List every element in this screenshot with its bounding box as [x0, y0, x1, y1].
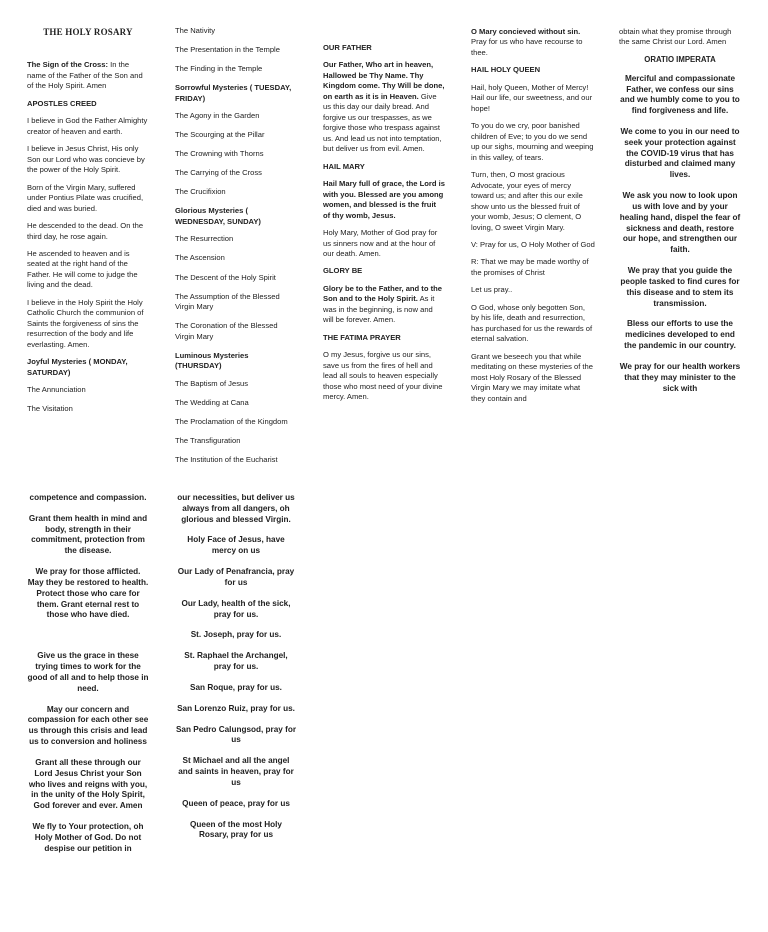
- mystery-item: The Presentation in the Temple: [175, 45, 280, 55]
- glorious-mysteries-heading: Glorious Mysteries ( WEDNESDAY, SUNDAY): [175, 206, 261, 226]
- oratio-paragraph: We pray for those afflicted. May they be restored to health. Protect those who care for them. Grant eternal rest to those who have died.: [27, 567, 149, 620]
- our-father-text: [323, 60, 445, 154]
- glory-be-heading: GLORY BE: [323, 266, 363, 276]
- invocation: Our Lady of Penafrancia, pray for us: [177, 567, 295, 587]
- invocation: Our Lady, health of the sick, pray for us.: [181, 598, 291, 619]
- mystery-item: The Baptism of Jesus: [175, 378, 249, 388]
- o-god-paragraph: O God, whose only begotten Son, by his life, death and resurrection, has purchased for us the rewards of eternal salvation.: [471, 302, 593, 344]
- our-father-heading: OUR FATHER: [323, 43, 372, 52]
- sign-of-cross-text: In the name of the Father of the Son and of the Holy Spirit. Amen: [27, 60, 143, 91]
- invocation: Queen of the most Holy Rosary, pray for us: [190, 819, 282, 840]
- oratio-paragraph: May our concern and compassion for each other see us through this crisis and lead us to conversion and holiness: [27, 704, 149, 747]
- oratio-paragraph: Give us the grace in these trying times to work for the good of all and to help those in need.: [27, 651, 149, 693]
- grant-paragraph: Grant we beseech you that while meditating on these mysteries of the most Holy Rosary of the Blessed Virgin Mary we may imitate what they contain and: [471, 351, 593, 403]
- glory-be-rest: As it was in the beginning, is now and will be forever. Amen.: [323, 294, 435, 325]
- our-father-rest: Give us this day our daily bread. And forgive us our trespasses, as we forgive those who trespass against us. And lead us not into temptation, but deliver us from evil. Amen.: [323, 91, 442, 154]
- oratio-paragraph: We pray that you guide the people tasked to find cures for this disease and to stem its transmission.: [620, 266, 740, 308]
- hail-mary-heading: HAIL MARY: [323, 161, 365, 171]
- oratio-imperata-heading: ORATIO IMPERATA: [644, 54, 716, 64]
- column-5: [619, 27, 741, 404]
- oratio-paragraph: Grant them health in mind and body, strength in their commitment, protection from the disease.: [28, 513, 148, 556]
- creed-paragraph: I believe in the Holy Spirit the Holy Catholic Church the communion of Saints the forgiveness of sins the resurrection of the body and life everlasting. Amen.: [27, 297, 144, 349]
- column-3: [323, 43, 445, 410]
- oratio-paragraph: Grant all these through our Lord Jesus Christ your Son who lives and reigns with you, in the unity of the Holy Spirit, God forever and ever. Amen: [28, 757, 148, 811]
- invocation: Holy Face of Jesus, have mercy on us: [187, 535, 285, 556]
- invocation: our necessities, but deliver us always from all dangers, oh glorious and blessed Virgin.: [177, 493, 295, 524]
- hail-mary-rest: Holy Mary, Mother of God pray for us sinners now and at the hour of our death. Amen.: [323, 228, 438, 258]
- mystery-item: The Institution of the Eucharist: [175, 454, 278, 464]
- queen-paragraph: Hail, holy Queen, Mother of Mercy! Hail our life, our sweetness, and our hope!: [471, 82, 593, 113]
- sign-of-cross: [27, 60, 149, 91]
- o-mary-bold: O Mary concieved without sin.: [471, 27, 581, 36]
- oratio-paragraph: Merciful and compassionate Father, we confess our sins and we humbly come to you to find forgiveness and life.: [620, 73, 740, 116]
- invocation: St. Raphael the Archangel, pray for us.: [184, 651, 288, 672]
- creed-paragraph: He ascended to heaven and is seated at the right hand of the Father. He will come to judge the living and the dead.: [27, 248, 138, 290]
- oratio-paragraph: Bless our efforts to use the medicines developed to end the pandemic in our country.: [624, 319, 736, 351]
- mystery-item: The Nativity: [175, 26, 216, 35]
- creed-paragraph: I believe in God the Father Almighty creator of heaven and earth.: [27, 116, 148, 136]
- mystery-item: The Crucifixion: [175, 187, 226, 197]
- column-7: [175, 493, 297, 851]
- hail-mary-bold: Hail Mary full of grace, the Lord is with you. Blessed are you among women, and blessed is the fruit of thy womb, Jesus.: [323, 179, 445, 220]
- invocation: St. Joseph, pray for us.: [190, 630, 282, 640]
- mystery-item: The Carrying of the Cross: [175, 168, 262, 178]
- mystery-item: The Resurrection: [175, 234, 234, 244]
- oratio-paragraph: We come to you in our need to seek your protection against the COVID-19 virus that has disturbed and claimed many lives.: [620, 127, 740, 180]
- invocation: Queen of peace, pray for us: [182, 798, 290, 808]
- oratio-paragraph: We pray for our health workers that they may minister to the sick with: [619, 361, 741, 393]
- invocation: St Michael and all the angel and saints in heaven, pray for us: [178, 756, 294, 787]
- mystery-item: The Coronation of the Blessed Virgin Mary: [175, 321, 278, 341]
- oratio-paragraph: We ask you now to look upon us with love and by your healing hand, dispel the fear of sickness and death, restore our hope, and strengthen our faith.: [619, 191, 741, 255]
- mystery-item: The Agony in the Garden: [175, 111, 260, 121]
- mystery-item: The Crowning with Thorns: [175, 149, 264, 159]
- oratio-body: [619, 74, 741, 395]
- response: R: That we may be made worthy of the promises of Christ: [471, 257, 589, 277]
- fatima-prayer-heading: THE FATIMA PRAYER: [323, 332, 401, 342]
- creed-paragraph: I believe in Jesus Christ, His only Son our Lord who was concieve by the power of the Holy Spirit.: [27, 144, 145, 175]
- obtain-text: obtain what they promise through the same Christ our Lord. Amen: [619, 27, 732, 47]
- glory-be-text: [323, 284, 445, 326]
- creed-paragraph: He descended to the dead. On the third day, he rose again.: [27, 221, 144, 241]
- mystery-item: The Scourging at the Pillar: [175, 130, 265, 140]
- column-1: [27, 26, 149, 423]
- mystery-item: The Ascension: [175, 253, 225, 263]
- luminous-mysteries-heading: Luminous Mysteries (THURSDAY): [175, 350, 249, 371]
- sorrowful-mysteries-heading: Sorrowful Mysteries ( TUESDAY, FRIDAY): [175, 83, 292, 103]
- apostles-creed-heading: APOSTLES CREED: [27, 98, 97, 108]
- versicle: V: Pray for us, O Holy Mother of God: [471, 239, 595, 249]
- joyful-mysteries-heading: Joyful Mysteries ( MONDAY, SATURDAY): [27, 357, 128, 377]
- column-4: [471, 27, 595, 411]
- column-2: [175, 26, 297, 474]
- mystery-item: The Assumption of the Blessed Virgin Mary: [175, 291, 280, 312]
- o-mary-rest: Pray for us who have recourse to thee.: [471, 37, 583, 57]
- mystery-item: The Descent of the Holy Spirit: [175, 272, 276, 282]
- column-6: [27, 493, 149, 865]
- let-us-pray: Let us pray..: [471, 285, 513, 295]
- invocation: San Lorenzo Ruiz, pray for us.: [177, 703, 295, 713]
- mystery-item: The Wedding at Cana: [175, 397, 249, 407]
- creed-paragraph: Born of the Virgin Mary, suffered under Pontius Pilate was crucified, died and was buried.: [27, 182, 144, 213]
- mystery-item: The Finding in the Temple: [175, 64, 263, 74]
- mystery-item: The Transfiguration: [175, 435, 241, 445]
- mystery-item: The Annunciation: [27, 385, 86, 395]
- sign-of-cross-label: The Sign of the Cross:: [27, 60, 109, 70]
- queen-paragraph: Turn, then, O most gracious Advocate, your eyes of mercy toward us; and after this our exile show unto us the blessed fruit of your womb, Jesus; O clement, O loving, O sweet Virgin Mary.: [471, 170, 583, 232]
- our-father-bold: Our Father, Who art in heaven, Hallowed be Thy Name. Thy Kingdom come. Thy Will be done, on earth as it is in Heaven.: [323, 60, 445, 101]
- fatima-prayer-text: O my Jesus, forgive us our sins, save us from the fires of hell and lead all souls to heaven especially those who most need of your divine mercy. Amen.: [323, 350, 443, 402]
- oratio-paragraph: competence and compassion.: [29, 493, 147, 502]
- oratio-paragraph: We fly to Your protection, oh Holy Mother of God. Do not despise our petition in: [32, 822, 144, 853]
- queen-paragraph: To you do we cry, poor banished children of Eve; to you do we send up our sighs, mourning and weeping in this valley, of tears.: [471, 121, 594, 162]
- hail-holy-queen-heading: HAIL HOLY QUEEN: [471, 65, 541, 75]
- mystery-item: The Proclamation of the Kingdom: [175, 416, 288, 426]
- mystery-item: The Visitation: [27, 404, 73, 414]
- glory-be-bold: Glory be to the Father, and to the Son and to the Holy Spirit.: [323, 283, 442, 304]
- o-mary-text: [471, 27, 595, 58]
- invocation: San Pedro Calungsod, pray for us: [175, 724, 297, 745]
- document-title: THE HOLY ROSARY: [43, 27, 133, 37]
- invocation: San Roque, pray for us.: [190, 682, 282, 692]
